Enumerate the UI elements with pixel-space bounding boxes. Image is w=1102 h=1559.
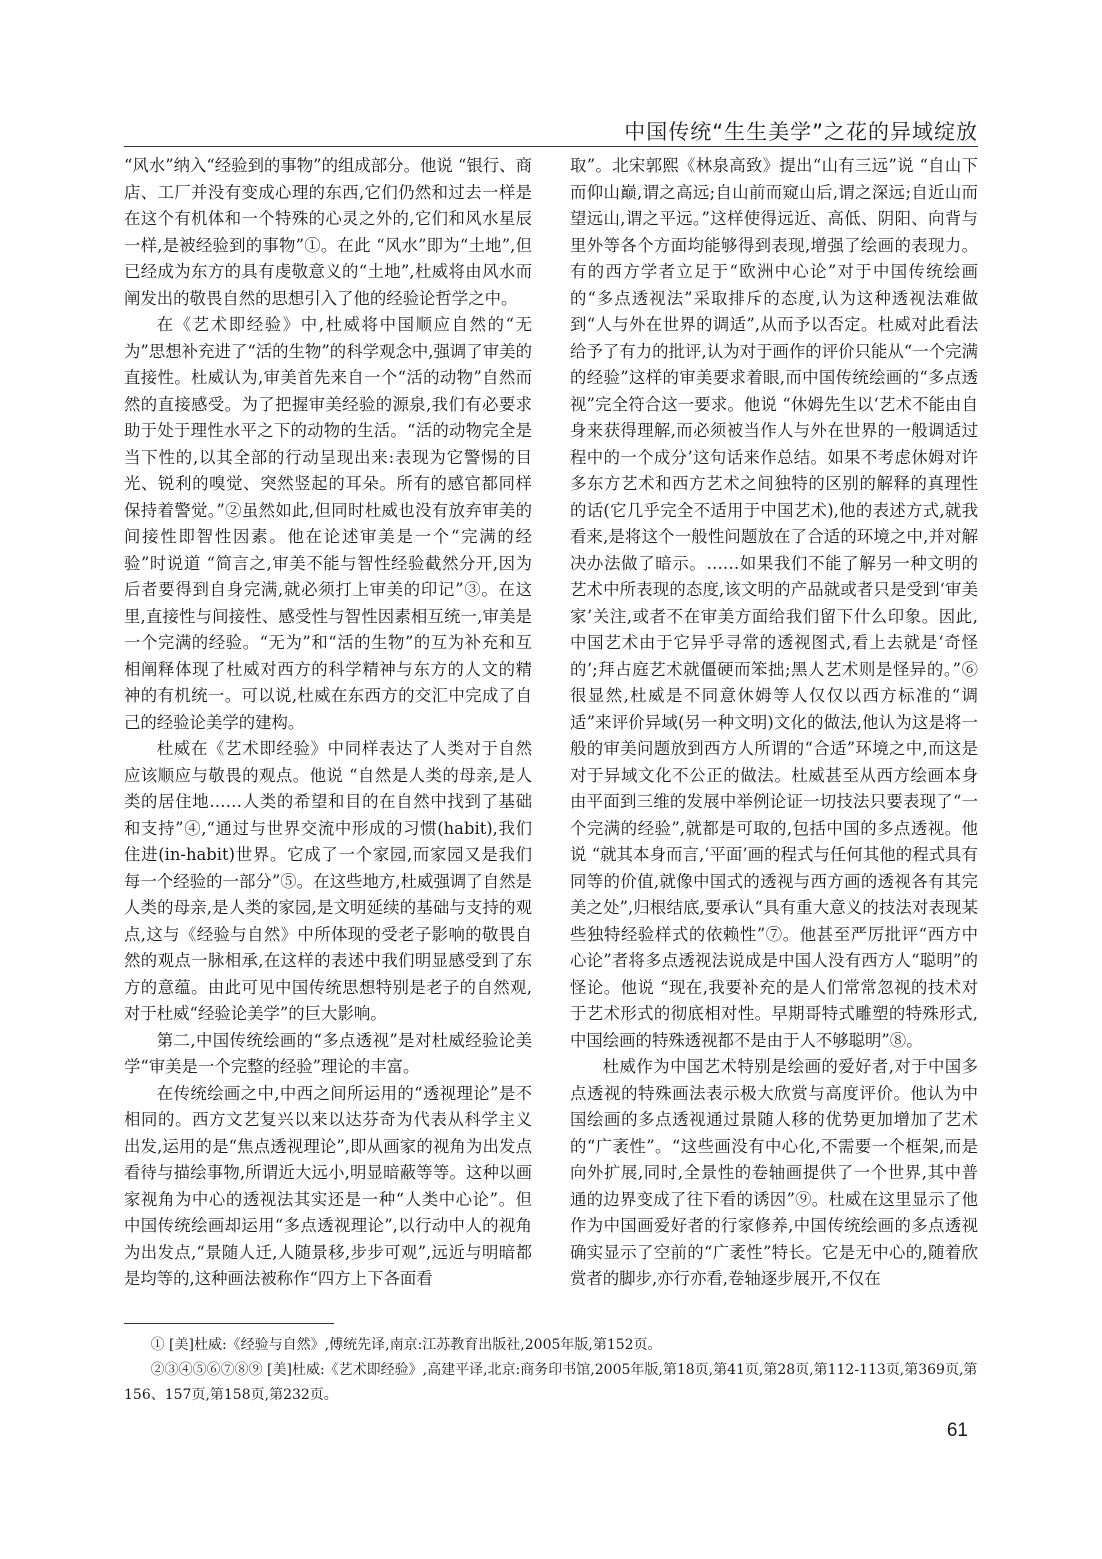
paragraph: 在《艺术即经验》中,杜威将中国顺应自然的“无为”思想补充进了“活的生物”的科学观念中,强调了审美的直接性。杜威认为,审美首先来自一个“活的动物”自然而然的直接感受。为了把握审美经验的源泉,我们有必要求助于处于理性水平之下的动物的生活。“活的动物完全是当下性的,以其全部的行动呈现出来:表现为它警惕的目光、锐利的嗅觉、突然竖起的耳朵。所有的感官都同样保持着警觉。”②虽然如此,但同时杜威也没有放弃审美的间接性即智性因素。他在论述审美是一个“完满的经验”时说道 “简言之,审美不能与智性经验截然分开,因为后者要得到自身完满,就必须打上审美的印记”③。在这里,直接性与间接性、感受性与智性因素相互统一,审美是一个完满的经验。“无为”和“活的生物”的互为补充和互相阐释体现了杜威对西方的科学精神与东方的人文的精神的有机统一。可以说,杜威在东西方的交汇中完成了自己的经验论美学的建构。 (124, 315, 532, 732)
footnote-rule (124, 1323, 334, 1324)
paragraph: 第二,中国传统绘画的“多点透视”是对杜威经验论美学“审美是一个完整的经验”理论的丰富。 (124, 1030, 532, 1076)
left-column (124, 153, 532, 1293)
page-number: 61 (946, 1420, 968, 1441)
right-column (570, 153, 978, 1293)
running-header-title: 中国传统“生生美学”之花的异域绽放 (624, 120, 978, 144)
footnote: ① [美]杜威:《经验与自然》,傅统先译,南京:江苏教育出版社,2005年版,第152页。 (150, 1337, 662, 1353)
paragraph: 在传统绘画之中,中西之间所运用的“透视理论”是不相同的。西方文艺复兴以来以达芬奇为代表从科学主义出发,运用的是“焦点透视理论”,即从画家的视角为出发点看待与描绘事物,所谓近大远小,明显暗蔽等等。这种以画家视角为中心的透视法其实还是一种“人类中心论”。但中国传统绘画却运用“多点透视理论”,以行动中人的视角为出发点,“景随人迁,人随景移,步步可观”,远近与明暗都是均等的,这种画法被称作“四方上下各面看 (124, 1083, 532, 1288)
paragraph: 杜威在《艺术即经验》中同样表达了人类对于自然应该顺应与敬畏的观点。他说 “自然是人类的母亲,是人类的居住地……人类的希望和目的在自然中找到了基础和支持”④,“通过与世界交流中形成的习惯(habit),我们住进(in-habit)世界。它成了一个家园,而家园又是我们每一个经验的一部分”⑤。在这些地方,杜威强调了自然是人类的母亲,是人类的家园,是文明延续的基础与支持的观点,这与《经验与自然》中所体现的受老子影响的敬畏自然的观点一脉相承,在这样的表述中我们明显感受到了东方的意蕴。由此可见中国传统思想特别是老子的自然观,对于杜威“经验论美学”的巨大影响。 (124, 739, 532, 1023)
paragraph: 杜威作为中国艺术特别是绘画的爱好者,对于中国多点透视的特殊画法表示极大欣赏与高度评价。他认为中国绘画的多点透视通过景随人移的优势更加增加了艺术的“广袤性”。“这些画没有中心化,不需要一个框架,而是向外扩展,同时,全景性的卷轴画提供了一个世界,其中普通的边界变成了往下看的诱因”⑨。杜威在这里显示了他作为中国画爱好者的行家修养,中国传统绘画的多点透视确实显示了空前的“广袤性”特长。它是无中心的,随着欣赏者的脚步,亦行亦看,卷轴逐步展开,不仅在 (570, 1057, 978, 1288)
footnote: ②③④⑤⑥⑦⑧⑨ [美]杜威:《艺术即经验》,高建平译,北京:商务印书馆,2005年版,第18页,第41页,第28页,第112-113页,第369页,第156、157页,第158页,第232页。 (124, 1362, 978, 1403)
header-rule (124, 146, 978, 147)
paragraph: “风水”纳入“经验到的事物”的组成部分。他说 “银行、商店、工厂并没有变成心理的东西,它们仍然和过去一样是在这个有机体和一个特殊的心灵之外的,它们和风水星辰一样,是被经验到的事物”①。在此 “风水”即为“土地”,但已经成为东方的具有虔敬意义的“土地”,杜威将由风水而阐发出的敬畏自然的思想引入了他的经验论哲学之中。 (124, 156, 532, 308)
footnotes (124, 1333, 978, 1408)
paragraph: 取”。北宋郭熙《林泉高致》提出“山有三远”说 “自山下而仰山巅,谓之高远;自山前而窥山后,谓之深远;自近山而望远山,谓之平远。”这样使得远近、高低、阴阳、向背与里外等各个方面均能够得到表现,增强了绘画的表现力。有的西方学者立足于“欧洲中心论”对于中国传统绘画的“多点透视法”采取排斥的态度,认为这种透视法难做到“人与外在世界的调适”,从而予以否定。杜威对此看法给予了有力的批评,认为对于画作的评价只能从“一个完满的经验”这样的审美要求着眼,而中国传统绘画的“多点透视”完全符合这一要求。他说 “休姆先生以‘艺术不能由自身来获得理解,而必须被当作人与外在世界的一般调适过程中的一个成分’这句话来作总结。如果不考虑休姆对许多东方艺术和西方艺术之间独特的区别的解释的真理性的话(它几乎完全不适用于中国艺术),他的表述方式,就我看来,是将这个一般性问题放在了合适的环境之中,并对解决办法做了暗示。……如果我们不能了解另一种文明的艺术中所表现的态度,该文明的产品就或者只是受到‘审美家’关注,或者不在审美方面给我们留下什么印象。因此,中国艺术由于它异乎寻常的透视图式,看上去就是‘奇怪的’;拜占庭艺术就僵硬而笨拙;黑人艺术则是怪异的。”⑥很显然,杜威是不同意休姆等人仅仅以西方标准的“调适”来评价异域(另一种文明)文化的做法,他认为这是将一般的审美问题放到西方人所谓的“合适”环境之中,而这是对于异域文化不公正的做法。杜威甚至从西方绘画本身由平面到三维的发展中举例论证一切技法只要表现了“一个完满的经验”,就都是可取的,包括中国的多点透视。他说 “就其本身而言,‘平面’画的程式与任何其他的程式具有同等的价值,就像中国式的透视与西方画的透视各有其完美之处”,归根结底,要承认“具有重大意义的技法对表现某些独特经验样式的依赖性”⑦。他甚至严厉批评“西方中心论”者将多点透视法说成是中国人没有西方人“聪明”的怪论。他说 “现在,我要补充的是人们常常忽视的技术对于艺术形式的彻底相对性。早期哥特式雕塑的特殊形式,中国绘画的特殊透视都不是由于人不够聪明”⑧。 (570, 156, 978, 1050)
